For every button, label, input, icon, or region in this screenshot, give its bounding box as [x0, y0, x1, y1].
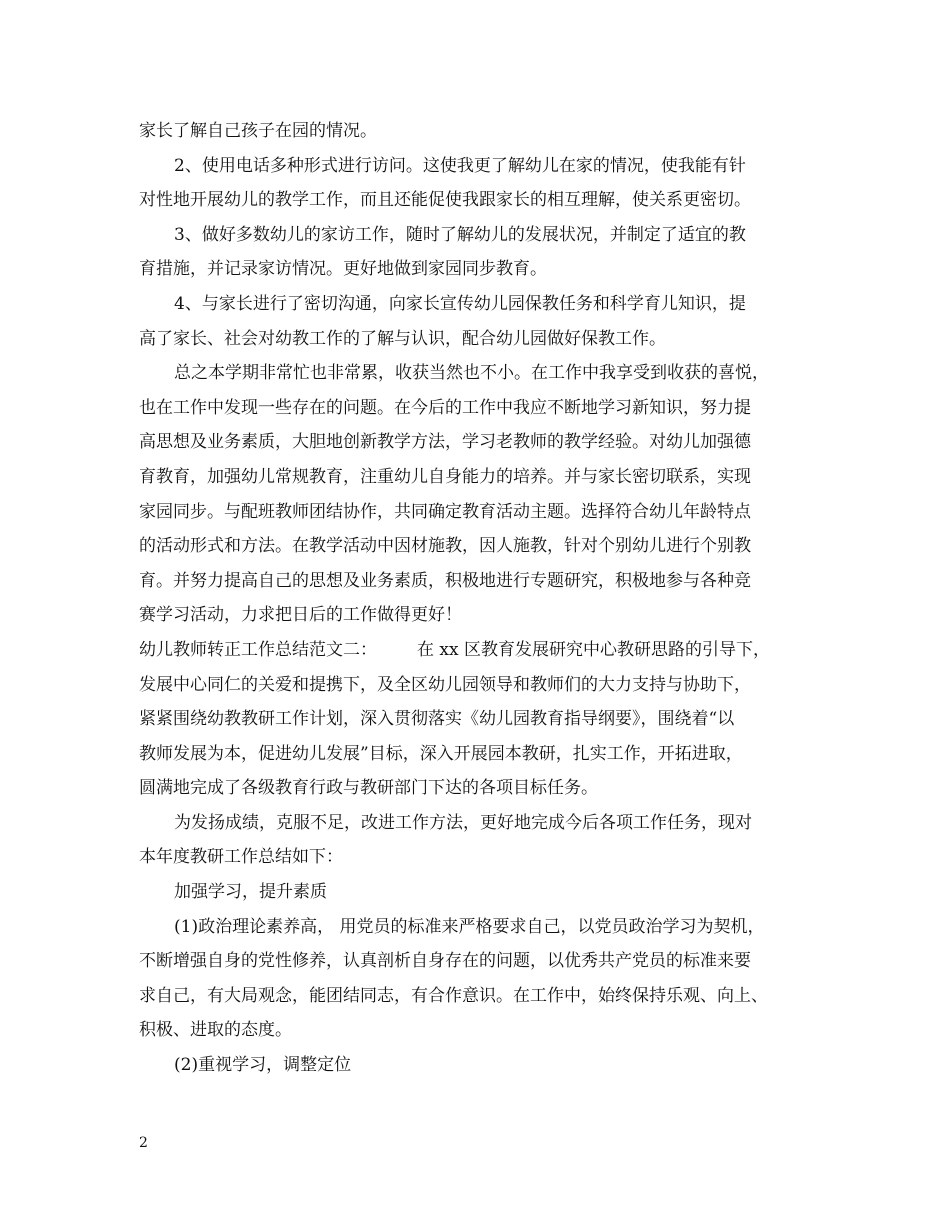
text-line: 总之本学期非常忙也非常累，收获当然也不小。在工作中我享受到收获的喜悦，: [174, 363, 769, 384]
text-line: 2、使用电话多种形式进行访问。这使我更了解幼儿在家的情况，使我能有针: [174, 155, 746, 176]
subheading-line: (2)重视学习，调整定位: [174, 1055, 352, 1076]
text-line: 为发扬成绩，克服不足，改进工作方法，更好地完成今后各项工作任务，现对: [174, 812, 752, 833]
section-heading-line: [139, 633, 839, 668]
text-line: 育措施，并记录家访情况。更好地做到家园同步教育。: [139, 259, 547, 280]
text-line: 家园同步。与配班教师团结协作，共同确定教育活动主题。选择符合幼儿年龄特点: [139, 501, 751, 522]
text-line: 求自己，有大局观念，能团结同志，有合作意识。在工作中，始终保持乐观、向上、: [139, 985, 768, 1006]
subheading-line: 加强学习，提升素质: [174, 882, 327, 903]
text-line: 对性地开展幼儿的教学工作，而且还能促使我跟家长的相互理解，使关系更密切。: [139, 190, 751, 211]
text-line: 发展中心同仁的关爱和提携下，及全区幼儿园领导和教师们的大力支持与协助下，: [139, 674, 751, 695]
section-heading: 幼儿教师转正工作总结范文二：: [139, 639, 377, 660]
text-line-continuation: 在 xx 区教育发展研究中心教研思路的引导下，: [417, 639, 770, 660]
text-line: 也在工作中发现一些存在的问题。在今后的工作中我应不断地学习新知识，努力提: [139, 397, 751, 418]
text-line: 的活动形式和方法。在教学活动中因材施教，因人施教，针对个别幼儿进行个别教: [139, 536, 751, 557]
text-line: 赛学习活动，力求把日后的工作做得更好！: [139, 605, 462, 626]
text-line: 家长了解自己孩子在园的情况。: [139, 121, 377, 141]
text-line: 积极、进取的态度。: [139, 1020, 292, 1041]
text-line: 不断增强自身的党性修养，认真剖析自身存在的问题，以优秀共产党员的标准来要: [139, 951, 751, 972]
text-line: 4、与家长进行了密切沟通，向家长宣传幼儿园保教任务和科学育儿知识，提: [174, 293, 746, 314]
text-line: 本年度教研工作总结如下：: [139, 847, 343, 868]
text-line: 高了家长、社会对幼教工作的了解与认识，配合幼儿园做好保教工作。: [139, 328, 666, 349]
text-line: 高思想及业务素质，大胆地创新教学方法，学习老教师的教学经验。对幼儿加强德: [139, 432, 751, 453]
body-text: [139, 114, 839, 1083]
text-line: 教师发展为本，促进幼儿发展”目标，深入开展园本教研，扎实工作，开拓进取，: [139, 743, 743, 764]
text-line: 3、做好多数幼儿的家访工作，随时了解幼儿的发展状况，并制定了适宜的教: [174, 224, 746, 245]
text-line: 圆满地完成了各级教育行政与教研部门下达的各项目标任务。: [139, 778, 598, 799]
page-number: 2: [139, 1135, 148, 1151]
text-line: (1)政治理论素养高， 用党员的标准来严格要求自己，以党员政治学习为契机，: [174, 916, 765, 937]
text-line: 紧紧围绕幼教教研工作计划，深入贯彻落实《幼儿园教育指导纲要》，围绕着“以: [139, 709, 735, 730]
text-line: 育。并努力提高自己的思想及业务素质，积极地进行专题研究，积极地参与各种竞: [139, 570, 751, 591]
text-line: 育教育，加强幼儿常规教育，注重幼儿自身能力的培养。并与家长密切联系，实现: [139, 466, 751, 487]
